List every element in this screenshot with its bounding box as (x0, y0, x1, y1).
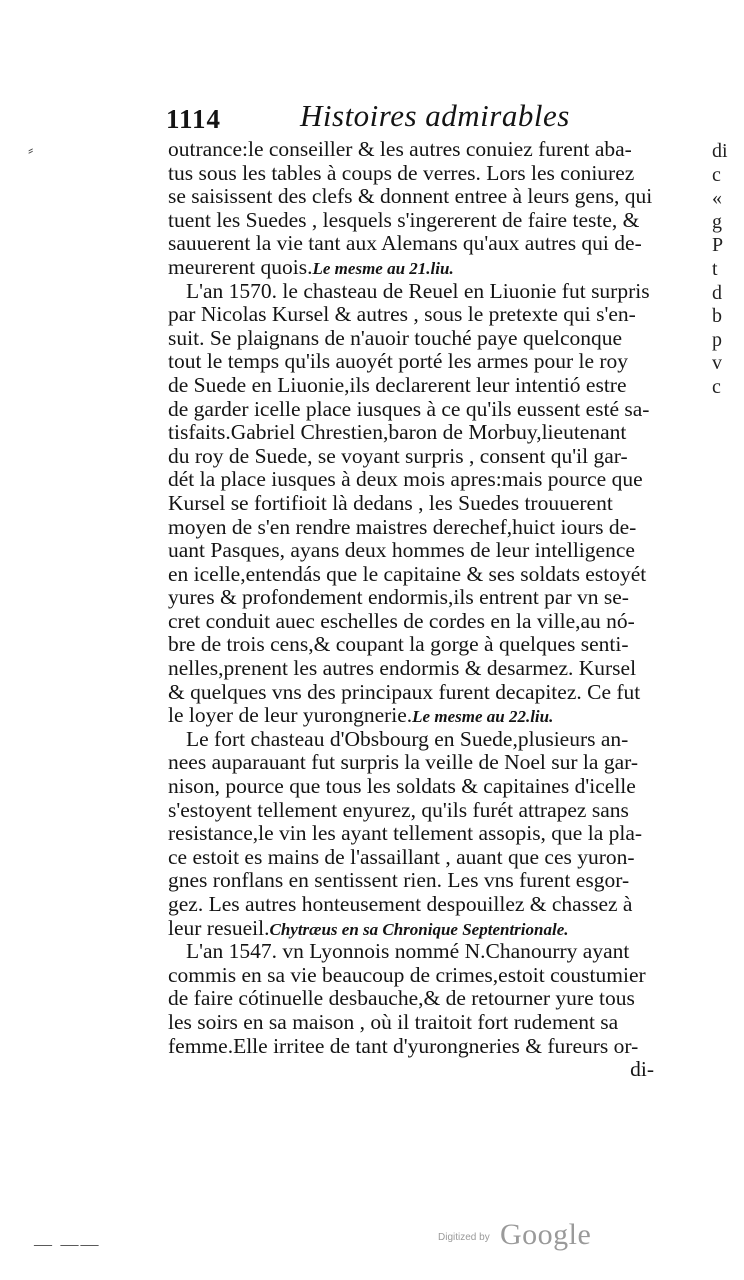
text-line: de garder icelle place iusques à ce qu'ils eussent esté sa- (168, 396, 650, 421)
text-line: moyen de s'en rendre maistres derechef,huict iours de- (168, 514, 637, 539)
text-line: L'an 1547. vn Lyonnois nommé N.Chanourry ayant (186, 939, 630, 964)
text-line: s'estoyent tellement enyurez, qu'ils furét attrapez sans (168, 797, 629, 822)
text-line: L'an 1570. le chasteau de Reuel en Liuonie fut surpris (186, 278, 650, 303)
text-line: dét la place iusques à deux mois apres:mais pource que (168, 467, 643, 492)
text-line: resistance,le vin les ayant tellement assopis, que la pla- (168, 821, 643, 846)
edge-fragment: d (712, 281, 722, 304)
text-line: nison, pource que tous les soldats & capitaines d'icelle (168, 774, 636, 799)
text-line: en icelle,entendás que le capitaine & ses soldats estoyét (168, 561, 647, 586)
edge-fragment: P (712, 234, 724, 257)
edge-fragment: c (712, 163, 721, 186)
edge-fragment: c (712, 375, 721, 398)
text-line: & quelques vns des principaux furent decapitez. Ce fut (168, 679, 641, 704)
text-line: nees auparauant fut surpris la veille de Noel sur la gar- (168, 750, 638, 775)
text-line: du roy de Suede, se voyant surpris , consent qu'il gar- (168, 443, 628, 468)
text-fragment: le loyer de leur yurongnerie. (168, 703, 413, 728)
edge-fragment: g (712, 210, 722, 233)
text-line-with-source (168, 256, 658, 280)
source-citation: Le mesme au 22.liu. (412, 707, 554, 727)
page-number: 1114 (166, 104, 222, 134)
footer-dashes: — —— (34, 1234, 101, 1254)
text-line: gnes ronflans en sentissent rien. Les vns furent esgor- (168, 868, 630, 893)
edge-fragment: b (712, 305, 722, 328)
text-line: les soirs en sa maison , où il traitoit fort rudement sa (168, 1009, 619, 1034)
text-line: Le fort chasteau d'Obsbourg en Suede,plusieurs an- (186, 726, 629, 751)
text-line: tuent les Suedes , lesquels s'ingererent de faire teste, & (168, 207, 640, 232)
left-margin-mark: ⸗ (28, 142, 34, 159)
text-line: tus sous les tables à coups de verres. Lors les coniurez (168, 160, 635, 185)
digitized-by-label: Digitized by (438, 1232, 490, 1243)
edge-fragment: p (712, 328, 722, 351)
text-line: femme.Elle irritee de tant d'yurongneries & fureurs or- (168, 1033, 639, 1058)
running-title: Histoires admirables (300, 98, 570, 133)
text-line: de faire cótinuelle desbauche,& de retourner yure tous (168, 986, 635, 1011)
edge-fragment: di (712, 140, 728, 162)
text-fragment: leur resueil. (168, 915, 270, 940)
text-line: sauuerent la vie tant aux Alemans qu'aux autres qui de- (168, 231, 642, 256)
text-line-with-source (168, 917, 658, 941)
edge-fragment: t (712, 257, 718, 280)
text-line: commis en sa vie beaucoup de crimes,estoit coustumier (168, 962, 646, 987)
source-citation: Chytræus en sa Chronique Septentrionale. (269, 919, 569, 939)
text-fragment: meurerent quois. (168, 254, 313, 279)
catchword: di- (630, 1057, 654, 1082)
text-line: tisfaits.Gabriel Chrestien,baron de Morbuy,lieutenant (168, 420, 627, 445)
text-line: bre de trois cens,& coupant la gorge à quelques senti- (168, 632, 629, 657)
text-line: uant Pasques, ayans deux hommes de leur intelligence (168, 538, 635, 563)
text-line: tout le temps qu'ils auoyét porté les armes pour le roy (168, 349, 629, 374)
source-citation: Le mesme au 21.liu. (312, 258, 454, 278)
text-line: de Suede en Liuonie,ils declarerent leur intentió estre (168, 372, 627, 397)
facing-page-edge (712, 140, 742, 400)
text-line: Kursel se fortifioit là dedans , les Suedes trouuerent (168, 490, 613, 515)
text-line: se saisissent des clefs & donnent entree à leurs gens, qui (168, 184, 653, 209)
edge-fragment: v (712, 352, 722, 375)
google-watermark: Google (500, 1218, 592, 1251)
text-line: suit. Se plaignans de n'auoir touché paye quelconque (168, 325, 623, 350)
text-line: ce estoit es mains de l'assaillant , auant que ces yuron- (168, 844, 635, 869)
body-text (168, 138, 658, 1082)
text-line: gez. Les autres honteusement despouillez & chassez à (168, 892, 633, 916)
text-line: par Nicolas Kursel & autres , sous le pretexte qui s'en- (168, 302, 636, 327)
text-line: outrance:le conseiller & les autres conuiez furent aba- (168, 137, 632, 161)
page-header (166, 98, 666, 142)
text-line: nelles,prenent les autres endormis & desarmez. Kursel (168, 656, 637, 681)
text-line: yures & profondement endormis,ils entrent par vn se- (168, 585, 629, 610)
edge-fragment: « (712, 187, 722, 210)
text-line: cret conduit auec eschelles de cordes en la ville,au nó- (168, 608, 635, 633)
text-line-with-source (168, 704, 658, 728)
